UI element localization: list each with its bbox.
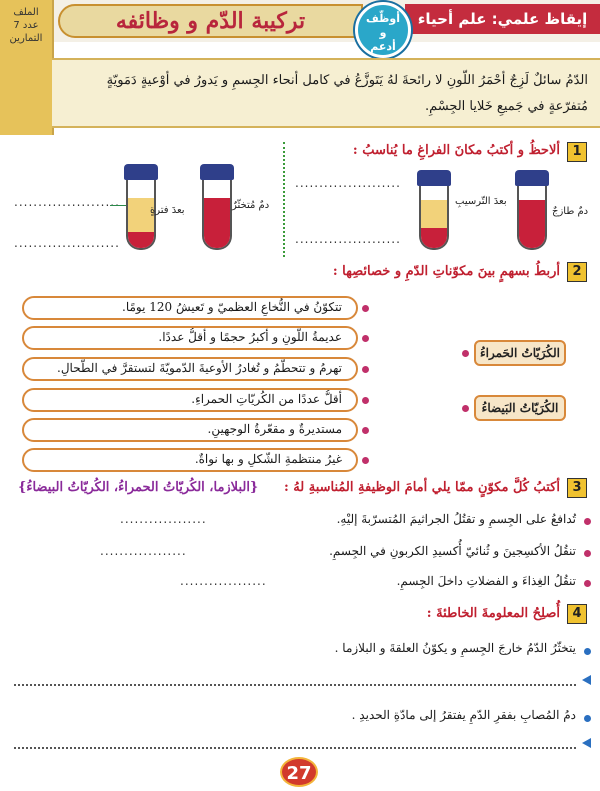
- section-1-number: 1: [567, 142, 587, 162]
- red-cells-label[interactable]: الكُرَيّاتُ الحَمراءُ: [474, 340, 566, 366]
- answer-blank[interactable]: ......................: [14, 236, 120, 250]
- connect-dot[interactable]: [462, 350, 469, 357]
- connect-dot[interactable]: [362, 305, 369, 312]
- answer-blank[interactable]: ......................: [295, 176, 401, 190]
- bullet: [584, 518, 591, 525]
- section-2-number: 2: [567, 262, 587, 282]
- connect-dot[interactable]: [362, 397, 369, 404]
- label-after-sediment: بعدَ التّرسيبِ: [455, 196, 507, 207]
- side-exercises-label: التمارين: [9, 33, 43, 44]
- pointer-line: [110, 205, 126, 206]
- section-2-title: أربطُ بسهمٍ بينَ مكوّناتِ الدّمِ و خصائصِها :: [332, 264, 560, 279]
- bullet: [584, 580, 591, 587]
- bullet: [584, 715, 591, 722]
- arrow-icon: [582, 675, 591, 685]
- bullet: [584, 550, 591, 557]
- answer-blank[interactable]: ..................: [180, 574, 267, 588]
- connect-dot[interactable]: [362, 366, 369, 373]
- answer-blank[interactable]: ......................: [295, 232, 401, 246]
- connect-dot[interactable]: [362, 457, 369, 464]
- property-item[interactable]: تتكوّنُ في النُّخاعِ العظميّ و تَعيشُ 120 يومًا.: [22, 296, 358, 320]
- function-item: تُدافعُ على الجِسمِ و تقتُلُ الجراثيمَ المُتسرّبةَ إليْهِ.: [336, 512, 576, 526]
- answer-blank[interactable]: ..................: [120, 512, 207, 526]
- property-item[interactable]: تهرمُ و تتحطّمُ و تُغادرُ الأوعيةَ الدّمويّةَ لتستقرَّ في الطّحالِ.: [22, 357, 358, 381]
- label-after-period: بعدَ فترةٍ: [150, 205, 185, 216]
- property-item[interactable]: مستديرةٌ و مقعّرةُ الوجهينِ.: [22, 418, 358, 442]
- page-title: تركيبة الدّم و وظائفه: [115, 8, 306, 34]
- function-item: تنقُلُ الغِذاءَ و الفضلاتِ داخلَ الجِسمِ.: [396, 574, 576, 588]
- wrong-statement: يتخثّرُ الدّمُ خارجَ الجِسمِ و يكوّنُ العلقةَ و البلازما .: [334, 641, 576, 655]
- side-number-label: عدد 7: [13, 20, 39, 31]
- section-3-title: أكتبُ كُلَّ مكوّنٍ ممّا يلي أمامَ الوظيفةِ المُناسبةِ لهُ :: [283, 480, 560, 495]
- function-item: تنقُلُ الأكسِجينَ و ثُنائيّ أُكسيدِ الكربونِ في الجِسمِ.: [329, 544, 576, 558]
- side-tab: [0, 0, 54, 135]
- tube-cap: [417, 170, 451, 186]
- subject-banner: إيقاظ علمي: علم أحياء: [405, 4, 600, 34]
- label-fresh-blood: دمٌ طازجٌ: [552, 206, 589, 217]
- connect-dot[interactable]: [362, 335, 369, 342]
- answer-blank[interactable]: ..................: [100, 544, 187, 558]
- badge-line-3: أدعم: [370, 40, 396, 53]
- white-cells-label[interactable]: الكُرَيّاتُ البَيضاءُ: [474, 395, 566, 421]
- section-1-title: ألاحظُ و أكتبُ مكانَ الفراغِ ما يُناسبُ :: [352, 143, 560, 158]
- bullet: [584, 648, 591, 655]
- badge-line-1: أوظّف: [365, 12, 401, 25]
- intro-box: [52, 58, 600, 128]
- page-number: 27: [280, 757, 318, 787]
- tube-cap: [515, 170, 549, 186]
- intro-text: الدّمُ سائلٌ لَزِجٌ أحْمَرُ اللّونِ لا رائحةَ لهُ يَتَوزَّعُ في كامل أنحاء الجِسمِ و يَدورُ في أوْعيةٍ دَمَويّةٍ مُتفرّعةٍ في جَميعِ خَلايا الجِسْمِ.: [106, 73, 588, 114]
- property-item[interactable]: أقلُّ عددًا من الكُريّاتِ الحمراءِ.: [22, 388, 358, 412]
- test-tube-after-sediment: [419, 186, 449, 250]
- answer-line[interactable]: [14, 684, 576, 686]
- badge-line-2: و: [379, 26, 387, 39]
- tube-cap: [200, 164, 234, 180]
- answer-line[interactable]: [14, 747, 576, 749]
- property-item[interactable]: غيرُ منتظمةِ الشّكلِ و بها نواةٌ.: [22, 448, 358, 472]
- test-tube-coagulated: [202, 180, 232, 250]
- apply-badge: [355, 2, 411, 58]
- answer-blank[interactable]: ......................: [14, 195, 120, 209]
- tube-cap: [124, 164, 158, 180]
- property-item[interactable]: عديمةُ اللّونِ و أكبرُ حجمًا و أقلُّ عددًا.: [22, 326, 358, 350]
- section-3-options: {البلازما، الكُريّاتُ الحمراءُ، الكُريّاتُ البيضاءُ}: [18, 480, 259, 495]
- section-4-number: 4: [567, 604, 587, 624]
- connect-dot[interactable]: [362, 427, 369, 434]
- label-coagulated: دمٌ مُتخثّرٌ: [232, 200, 270, 211]
- connect-dot[interactable]: [462, 405, 469, 412]
- section-3-number: 3: [567, 478, 587, 498]
- arrow-icon: [582, 738, 591, 748]
- divider-dotted: [283, 142, 285, 257]
- side-file-label: الملف: [13, 7, 39, 18]
- title-banner: [58, 4, 363, 38]
- wrong-statement: دمُ المُصابِ بفقرِ الدّمِ يفتقرُ إلى مادّةِ الحديدِ .: [351, 708, 576, 722]
- section-4-title: أُصلِحُ المعلومةَ الخاطئةَ :: [426, 606, 560, 621]
- test-tube-fresh: [517, 186, 547, 250]
